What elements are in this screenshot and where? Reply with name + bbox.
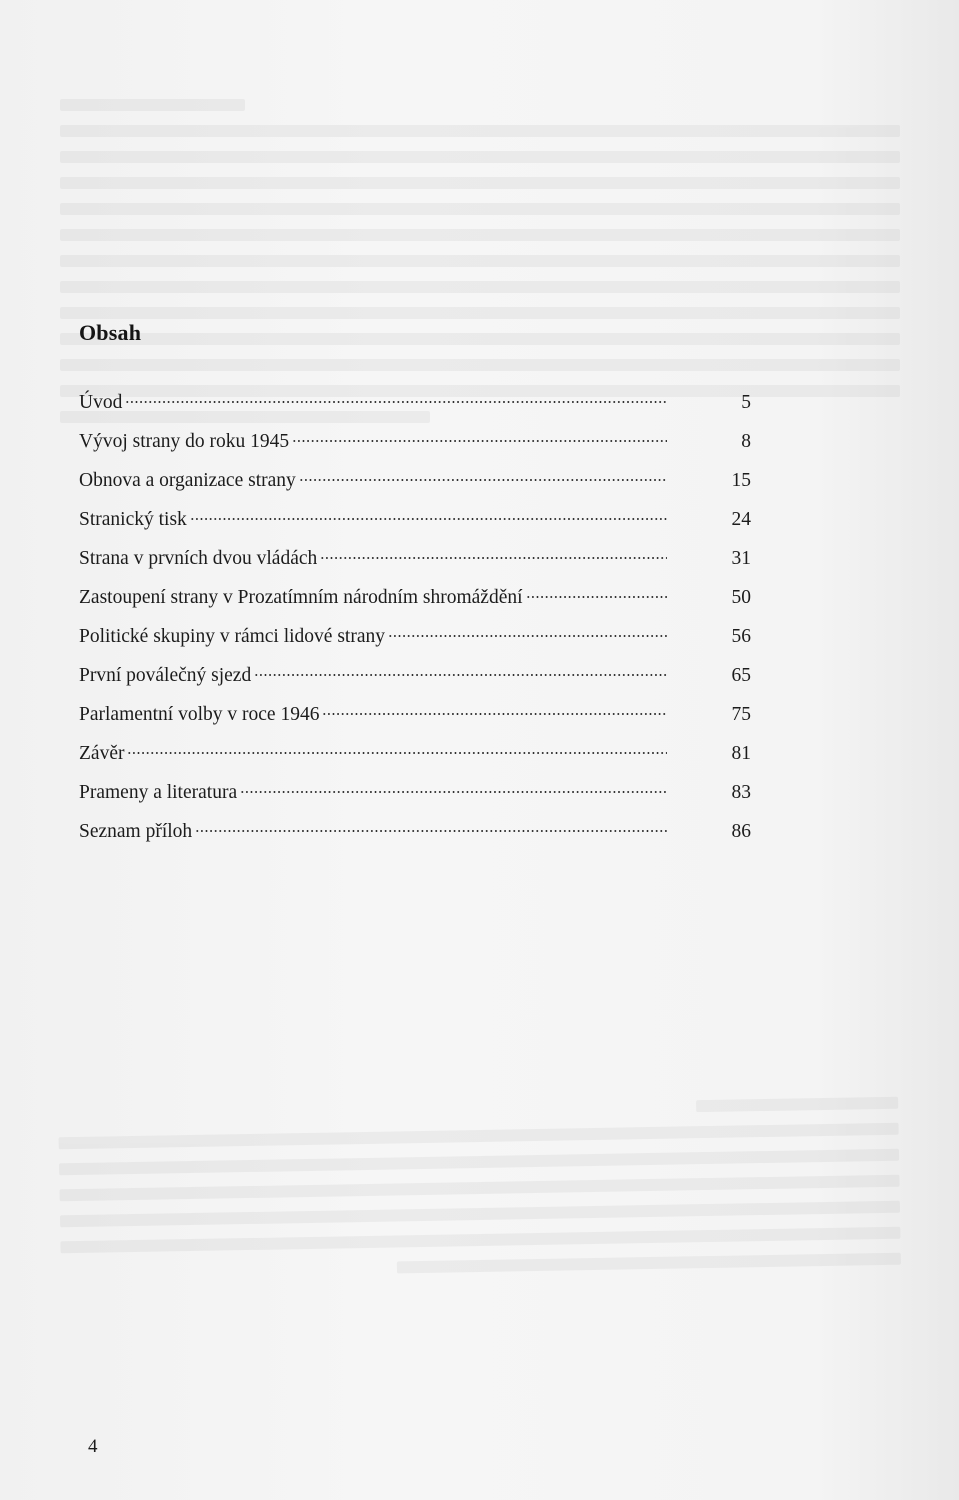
toc-dot-leader (127, 736, 667, 756)
page-number: 4 (88, 1436, 98, 1457)
toc-entry[interactable] (79, 773, 751, 812)
toc-dot-leader (526, 580, 667, 600)
toc-entry-label: Politické skupiny v rámci lidové strany (79, 626, 385, 647)
toc-entry-label: Seznam příloh (79, 821, 193, 842)
toc-entry-page-number: 15 (731, 470, 751, 491)
toc-entry-label: Obnova a organizace strany (79, 470, 296, 491)
toc-entry[interactable] (79, 617, 751, 656)
toc-entry-page-number: 75 (731, 704, 751, 725)
toc-entry-label: Zastoupení strany v Prozatímním národním shromáždění (79, 587, 523, 608)
toc-dot-leader (195, 814, 667, 834)
toc-dot-leader (190, 502, 667, 522)
toc-entry[interactable] (79, 578, 751, 617)
toc-entry[interactable] (79, 461, 751, 500)
toc-dot-leader (240, 775, 667, 795)
toc-entry-label: Strana v prvních dvou vládách (79, 548, 318, 569)
toc-entry-label: První poválečný sjezd (79, 665, 252, 686)
toc-entry-label: Závěr (79, 743, 125, 764)
toc-entry-label: Parlamentní volby v roce 1946 (79, 704, 320, 725)
toc-dot-leader (320, 541, 667, 561)
toc-dot-leader (388, 619, 667, 639)
toc-entry-page-number: 83 (731, 782, 751, 803)
toc-entry-label: Prameny a literatura (79, 782, 238, 803)
toc-entry-label: Vývoj strany do roku 1945 (79, 431, 290, 452)
toc-entry-page-number: 81 (731, 743, 751, 764)
bleed-through-text-bottom (58, 1083, 902, 1348)
toc-entry[interactable] (79, 734, 751, 773)
toc-entry[interactable] (79, 422, 751, 461)
table-of-contents (79, 383, 751, 851)
toc-entry-page-number: 65 (731, 665, 751, 686)
toc-entry-page-number: 50 (731, 587, 751, 608)
toc-entry-label: Stranický tisk (79, 509, 187, 530)
toc-dot-leader (322, 697, 667, 717)
toc-entry-page-number: 31 (731, 548, 751, 569)
toc-entry[interactable] (79, 812, 751, 851)
toc-entry[interactable] (79, 383, 751, 422)
toc-entry-page-number: 8 (741, 431, 751, 452)
toc-entry[interactable] (79, 539, 751, 578)
toc-entry-page-number: 86 (731, 821, 751, 842)
toc-dot-leader (299, 463, 667, 483)
toc-entry[interactable] (79, 500, 751, 539)
toc-entry-page-number: 24 (731, 509, 751, 530)
toc-entry-label: Úvod (79, 392, 123, 413)
toc-entry[interactable] (79, 656, 751, 695)
toc-heading: Obsah (79, 320, 142, 345)
toc-dot-leader (292, 424, 667, 444)
toc-entry[interactable] (79, 695, 751, 734)
toc-entry-page-number: 56 (731, 626, 751, 647)
toc-entry-page-number: 5 (741, 392, 751, 413)
toc-dot-leader (125, 385, 667, 405)
toc-dot-leader (254, 658, 667, 678)
